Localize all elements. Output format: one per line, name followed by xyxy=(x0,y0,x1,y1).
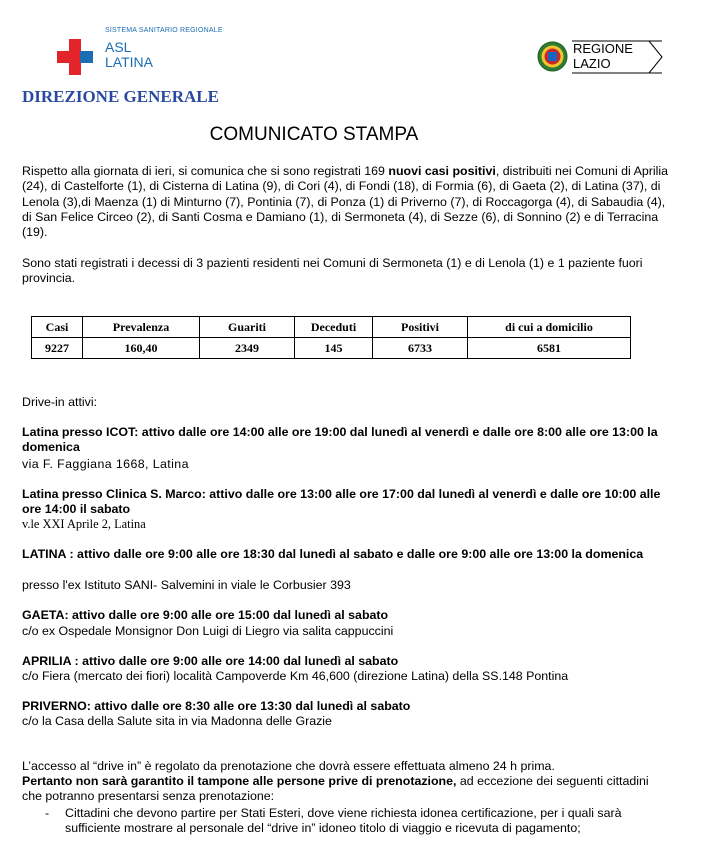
drivein-address: c/o la Casa della Salute sita in via Madonna delle Grazie xyxy=(22,714,332,728)
table-row xyxy=(32,338,631,359)
drivein-title: Latina presso Clinica S. Marco: attivo dalle ore 13:00 alle ore 17:00 dal lunedì al venerdì e dalle ore 10:00 alle ore 14:00 il sabato xyxy=(22,487,661,517)
asl-subtitle: SISTEMA SANITARIO REGIONALE xyxy=(105,27,223,34)
drivein-address: v.le XXI Aprile 2, Latina xyxy=(22,517,146,531)
drivein-title: Latina presso ICOT: attivo dalle ore 14:00 alle ore 19:00 dal lunedì al venerdì e dalle ore 8:00 alle ore 13:00 la domenica xyxy=(22,425,658,455)
drivein-title: APRILIA : attivo dalle ore 9:00 alle ore 14:00 dal lunedì al sabato xyxy=(22,654,399,668)
table-cell: 2349 xyxy=(200,338,295,359)
bullet-item: Cittadini che devono partire per Stati Esteri, dove viene richiesta idonea certificazione, per i quali sarà sufficiente mostrare al personale del “drive in” idoneo titolo di viaggio e ricevuta di pagamento; xyxy=(65,806,622,836)
table-header-cell: Positivi xyxy=(373,317,468,338)
intro-text-a: Rispetto alla giornata di ieri, si comunica che si sono registrati 169 xyxy=(22,164,389,178)
booking-exception xyxy=(22,774,668,805)
deaths-paragraph: Sono stati registrati i decessi di 3 pazienti residenti nei Comuni di Sermoneta (1) e di Lenola (1) e 1 paziente fuori provincia. xyxy=(22,256,643,286)
asl-name xyxy=(105,40,153,70)
intro-paragraph xyxy=(22,164,668,240)
intro-text-b: , distribuiti nei Comuni di Aprilia (24), di Castelforte (1), di Cisterna di Latina (9), di Cori (4), di Fondi (18), di Formia (6), di Gaeta (2), di Latina (37), di Lenola (3),di Maenza (1) di Minturno (7), Pontinia (7), di Ponza (1) di Priverno (7), di Roccagorga (4), di Sabaudia (4), di San Felice Circeo (2), di Santi Cosma e Damiano (1), di Sermoneta (4), di Sezze (6), di Sonnino (2) e di Terracina (19). xyxy=(22,164,668,240)
drivein-heading: Drive-in attivi: xyxy=(22,395,98,409)
bullet-dash: - xyxy=(45,806,50,820)
table-cell: 9227 xyxy=(32,338,83,359)
drivein-address: via F. Faggiana 1668, Latina xyxy=(22,457,189,471)
table-cell: 145 xyxy=(295,338,373,359)
asl-cross-logo xyxy=(57,39,93,75)
booking-notice: L’accesso al “drive in” è regolato da prenotazione che dovrà essere effettuata almeno 24 h prima. xyxy=(22,759,555,773)
table-header-cell: Casi xyxy=(32,317,83,338)
drivein-address: c/o Fiera (mercato dei fiori) località Campoverde Km 46,600 (direzione Latina) della SS.148 Pontina xyxy=(22,669,569,683)
drivein-address: presso l'ex Istituto SANI- Salvemini in viale le Corbusier 393 xyxy=(22,578,351,592)
asl-name-line1: ASL xyxy=(105,39,132,55)
direzione-heading: DIREZIONE GENERALE xyxy=(22,87,219,106)
drivein-title: PRIVERNO: attivo dalle ore 8:30 alle ore 13:30 dal lunedì al sabato xyxy=(22,699,411,713)
regione-lazio-wordmark xyxy=(573,41,633,71)
page-title: COMUNICATO STAMPA xyxy=(209,124,419,145)
booking-exception-bold: Pertanto non sarà garantito il tampone alle persone prive di prenotazione, xyxy=(22,774,457,788)
table-cell: 6733 xyxy=(373,338,468,359)
table-cell: 6581 xyxy=(468,338,631,359)
asl-name-line2: LATINA xyxy=(105,54,153,70)
table-header-cell: Deceduti xyxy=(295,317,373,338)
drivein-title: LATINA : attivo dalle ore 9:00 alle ore 18:30 dal lunedì al sabato e dalle ore 9:00 alle ore 13:00 la domenica xyxy=(22,547,644,561)
table-header-cell: Prevalenza xyxy=(83,317,200,338)
drivein-address: c/o ex Ospedale Monsignor Don Luigi di Liegro via salita cappuccini xyxy=(22,624,394,638)
table-header-cell: Guariti xyxy=(200,317,295,338)
table-header-row xyxy=(32,317,631,338)
table-header-cell: di cui a domicilio xyxy=(468,317,631,338)
intro-text-bold: nuovi casi positivi xyxy=(388,164,496,178)
drivein-title: GAETA: attivo dalle ore 9:00 alle ore 15:00 dal lunedì al sabato xyxy=(22,608,389,622)
booking-exception-rest: ad eccezione dei seguenti cittadini che potranno presentarsi senza prenotazione: xyxy=(22,774,649,804)
stats-table xyxy=(31,316,631,359)
lazio-line1: REGIONE xyxy=(573,41,633,56)
regione-lazio-emblem xyxy=(537,41,568,72)
table-cell: 160,40 xyxy=(83,338,200,359)
lazio-line2: LAZIO xyxy=(573,56,611,71)
